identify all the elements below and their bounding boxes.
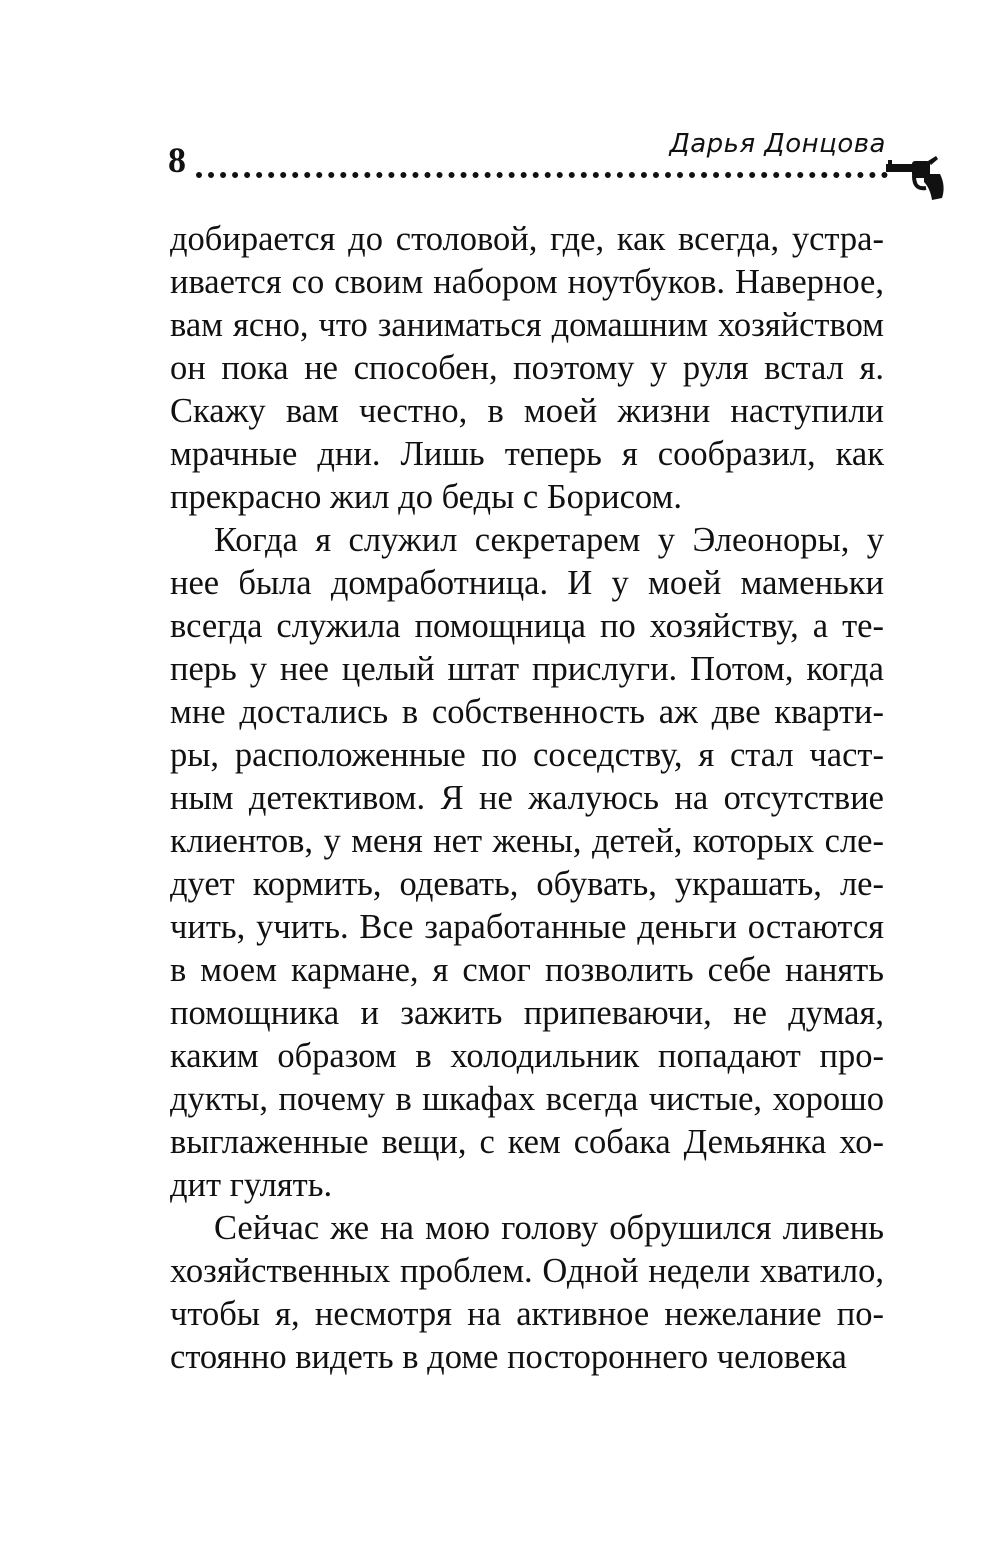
dotted-rule: [196, 172, 888, 178]
revolver-icon: [886, 156, 948, 200]
page-body: [170, 218, 884, 1379]
author-name: Дарья Донцова: [669, 129, 886, 159]
paragraph-3: Сейчас же на мою голову обрушился ливень хозяйственных проблем. Одной недели хватило, чтобы я, несмотря на активное нежелание постоянно видеть в доме постороннего человека: [170, 1209, 884, 1376]
paragraph-1: добирается до столовой, где, как всегда, устраивается со своим набором ноутбуков. Наверное, вам ясно, что заниматься домашним хозяйством он пока не способен, поэтому у руля встал я. Скажу вам честно, в моей жизни наступили мрачные дни. Лишь теперь я сообразил, как прекрасно жил до беды с Борисом.: [170, 220, 884, 516]
running-header: [168, 128, 948, 208]
paragraph-2: Когда я служил секретарем у Элеоноры, у нее была домработница. И у моей маменьки всегда служила помощница по хозяйству, а теперь у нее целый штат прислуги. Потом, когда мне достались в собственность аж две квартиры, расположенные по соседству, я стал частным детективом. Я не жалуюсь на отсутствие клиентов, у меня нет жены, детей, которых следует кормить, одевать, обувать, украшать, лечить, учить. Все заработанные деньги остаются в моем кармане, я смог позволить себе нанять помощника и зажить припеваючи, не думая, каким образом в холодильник попадают продукты, почему в шкафах всегда чистые, хорошо выглаженные вещи, с кем собака Демьянка ходит гулять.: [170, 521, 884, 1204]
page-number: 8: [168, 140, 186, 180]
